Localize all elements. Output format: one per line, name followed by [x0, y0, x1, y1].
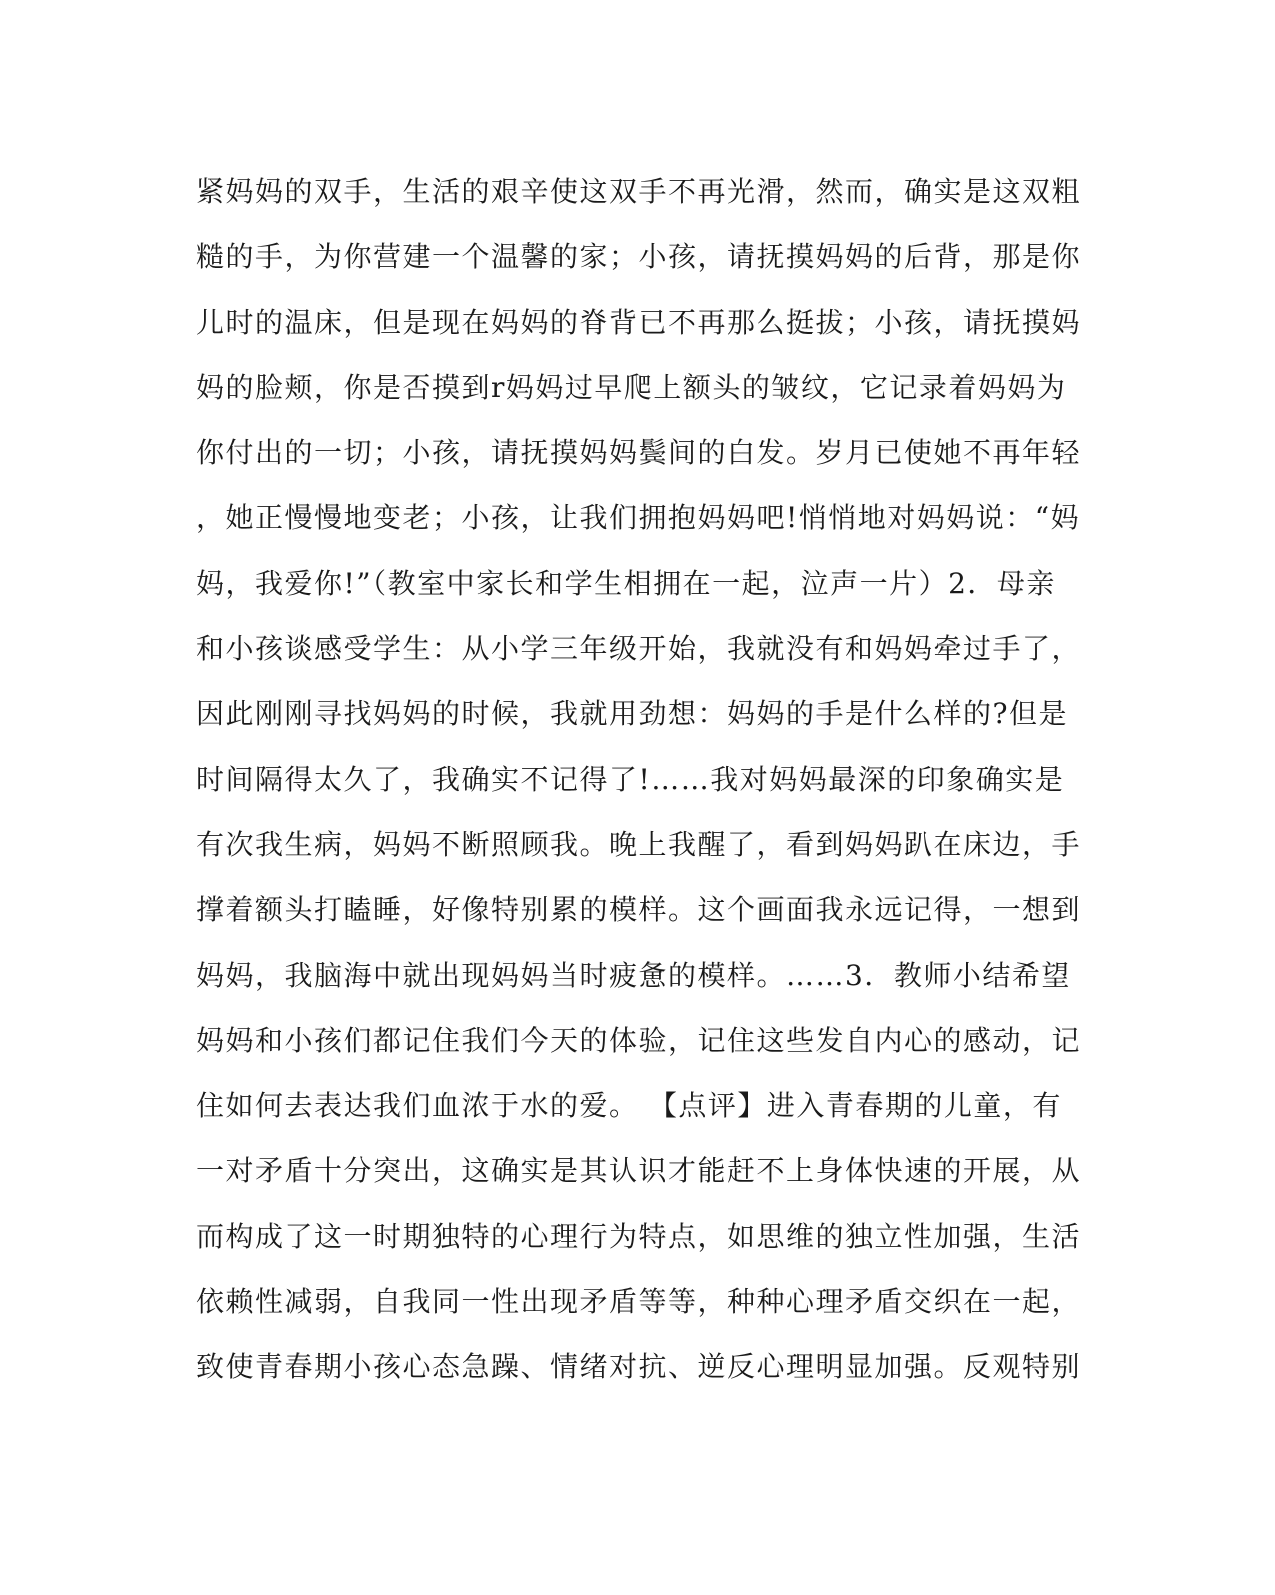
text-line: 儿时的温床，但是现在妈妈的脊背已不再那么挺拔；小孩，请抚摸妈 [196, 305, 1082, 339]
text-line: 时间隔得太久了，我确实不记得了!……我对妈妈最深的印象确实是 [196, 762, 1065, 796]
text-line: 住如何去表达我们血浓于水的爱。 【点评】进入青春期的儿童，有 [196, 1089, 1062, 1123]
text-line: 妈，我爱你!”（教室中家长和学生相拥在一起，泣声一片）2．母亲 [196, 566, 1056, 600]
text-line: 一对矛盾十分突出，这确实是其认识才能赶不上身体快速的开展，从 [196, 1154, 1082, 1188]
text-line: 你付出的一切；小孩，请抚摸妈妈鬓间的白发。岁月已使她不再年轻 [196, 436, 1082, 470]
text-line: 依赖性减弱，自我同一性出现矛盾等等，种种心理矛盾交织在一起， [196, 1285, 1082, 1319]
text-line: 因此刚刚寻找妈妈的时候，我就用劲想：妈妈的手是什么样的?但是 [196, 697, 1069, 731]
text-line: 撑着额头打瞌睡，好像特别累的模样。这个画面我永远记得，一想到 [196, 893, 1082, 927]
text-line: 和小孩谈感受学生：从小学三年级开始，我就没有和妈妈牵过手了， [196, 632, 1082, 666]
text-line: 紧妈妈的双手，生活的艰辛使这双手不再光滑，然而，确实是这双粗 [196, 175, 1082, 208]
text-line: 妈的脸颊，你是否摸到r妈妈过早爬上额头的皱纹，它记录着妈妈为 [196, 370, 1067, 404]
text-line: 妈妈和小孩们都记住我们今天的体验，记住这些发自内心的感动，记 [196, 1023, 1082, 1057]
text-line: 糙的手，为你营建一个温馨的家；小孩，请抚摸妈妈的后背，那是你 [196, 240, 1082, 274]
text-line: 有次我生病，妈妈不断照顾我。晚上我醒了，看到妈妈趴在床边，手 [196, 827, 1082, 861]
text-line: 妈妈，我脑海中就出现妈妈当时疲惫的模样。……3．教师小结希望 [196, 958, 1071, 992]
body-text [196, 164, 1082, 1405]
text-line: ，她正慢慢地变老；小孩，让我们拥抱妈妈吧!悄悄地对妈妈说：“妈 [196, 501, 1081, 535]
text-line: 致使青春期小孩心态急躁、情绪对抗、逆反心理明显加强。反观特别 [196, 1350, 1082, 1384]
text-line: 而构成了这一时期独特的心理行为特点，如思维的独立性加强，生活 [196, 1219, 1082, 1253]
